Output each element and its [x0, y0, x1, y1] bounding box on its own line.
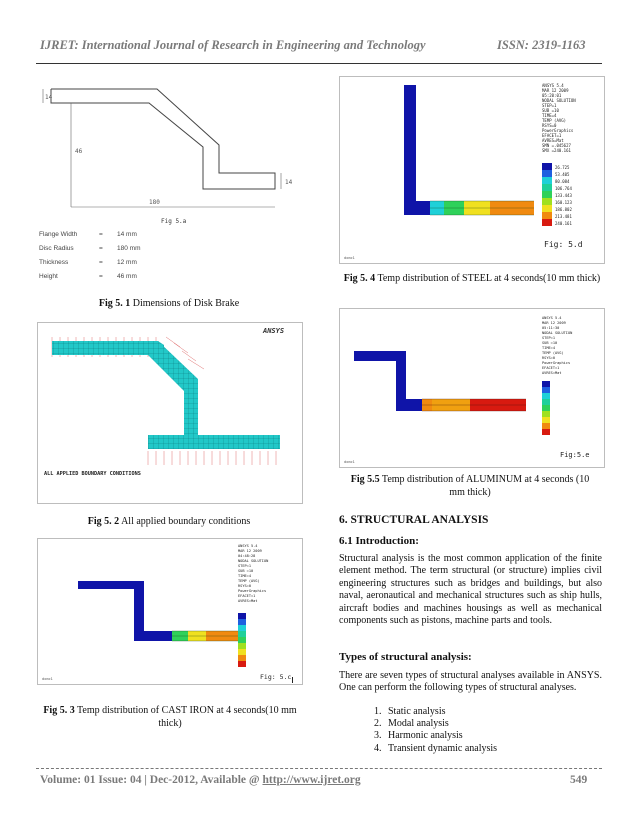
svg-text:RSYS=0: RSYS=0 — [542, 123, 557, 128]
cast-iron-temp-plot — [38, 539, 302, 684]
svg-text:ANSYS 5.4: ANSYS 5.4 — [238, 544, 258, 548]
svg-text:PowerGraphics: PowerGraphics — [542, 361, 571, 365]
footer-volume: Volume: 01 Issue: 04 | Dec-2012, Available @ http://www.ijret.org — [40, 774, 361, 786]
svg-text:26.725: 26.725 — [555, 165, 570, 170]
svg-text:TEMP (AVG): TEMP (AVG) — [542, 118, 567, 123]
aluminum-temp-plot — [340, 309, 604, 467]
svg-text:ANSYS 5.4: ANSYS 5.4 — [542, 83, 564, 88]
svg-text:NODAL SOLUTION: NODAL SOLUTION — [238, 559, 269, 563]
list-item: 3. Harmonic analysis — [374, 730, 463, 742]
fig-5c-label: Fig: 5.c — [260, 673, 292, 681]
svg-text:80.084: 80.084 — [555, 179, 570, 184]
svg-text:EFACET=1: EFACET=1 — [238, 594, 256, 598]
svg-text:TIME=4: TIME=4 — [542, 113, 557, 118]
svg-text:106.764: 106.764 — [555, 186, 572, 191]
svg-text:SUB =10: SUB =10 — [238, 569, 254, 573]
svg-text:NODAL SOLUTION: NODAL SOLUTION — [542, 331, 573, 335]
svg-text:133.443: 133.443 — [555, 193, 572, 198]
svg-text:MAR 12 2009: MAR 12 2009 — [238, 549, 262, 553]
figure-temp-cast-iron — [37, 538, 303, 685]
dim-row: Flange Width = 14 mm — [39, 231, 137, 238]
svg-text:AVRES=Mat: AVRES=Mat — [542, 138, 564, 143]
ansys-info-block — [238, 544, 268, 603]
svg-text:PowerGraphics: PowerGraphics — [238, 589, 267, 593]
svg-text:STEP=1: STEP=1 — [238, 564, 251, 568]
ansys-info-block — [542, 316, 572, 375]
svg-text:TIME=4: TIME=4 — [542, 346, 555, 350]
svg-text:53.405: 53.405 — [555, 172, 570, 177]
corner-tag: dxmc1 — [42, 677, 53, 681]
footer-rule — [36, 768, 602, 769]
svg-text:05:20:01: 05:20:01 — [542, 93, 562, 98]
svg-text:04:48:28: 04:48:28 — [238, 554, 256, 558]
dim-radius: 180 — [149, 199, 160, 206]
svg-text:SMX =240.161: SMX =240.161 — [542, 148, 571, 153]
fig-5e-label: Fig:5.e — [560, 451, 590, 459]
svg-text:STEP=1: STEP=1 — [542, 103, 557, 108]
svg-text:AVRES=Mat: AVRES=Mat — [542, 371, 562, 375]
svg-text:160.123: 160.123 — [555, 200, 572, 205]
svg-text:NODAL SOLUTION: NODAL SOLUTION — [542, 98, 576, 103]
svg-text:RSYS=0: RSYS=0 — [238, 584, 251, 588]
boundary-banner: ALL APPLIED BOUNDARY CONDITIONS — [44, 471, 141, 477]
figure-boundary-conditions — [37, 322, 303, 504]
ansys-logo: ANSYS — [263, 327, 285, 335]
list-item: 1. Static analysis — [374, 706, 446, 717]
boundary-mesh-plot — [38, 323, 302, 503]
svg-text:SMN =.045627: SMN =.045627 — [542, 143, 571, 148]
svg-text:AVRES=Mat: AVRES=Mat — [238, 599, 258, 603]
stray-mark — [292, 677, 293, 683]
dimension-table — [39, 231, 189, 287]
introduction-paragraph: Structural analysis is the most common application of the finite element method. The term structural (or structure) implies civil engineering structures such as bridges and buildings, but also naval, aeronautical and mechanical structures such as ship hulls, aircraft bodies and machines housings as well as mechanical components such as pistons, machine parts and tools. — [339, 553, 602, 627]
svg-text:240.161: 240.161 — [555, 221, 572, 226]
subsection-introduction: 6.1 Introduction: — [339, 535, 419, 547]
svg-text:MAR 12 2009: MAR 12 2009 — [542, 88, 569, 93]
svg-text:TEMP (AVG): TEMP (AVG) — [542, 351, 564, 355]
corner-tag: dxmc1 — [344, 256, 355, 260]
section-heading: 6. STRUCTURAL ANALYSIS — [339, 514, 489, 526]
subsection-types: Types of structural analysis: — [339, 651, 472, 663]
issn: ISSN: 2319-1163 — [497, 38, 586, 52]
steel-temp-plot — [340, 77, 604, 263]
dim-thickness: 14 — [285, 179, 293, 186]
types-paragraph: There are seven types of structural analyses available in ANSYS. One can perform the following types of structural analyses. — [339, 670, 602, 694]
svg-text:EFACET=1: EFACET=1 — [542, 366, 560, 370]
dim-row: Thickness = 12 mm — [39, 259, 137, 266]
dim-height: 46 — [75, 148, 83, 155]
svg-text:213.481: 213.481 — [555, 214, 572, 219]
caption-fig-5-5: Fig 5.5 Temp distribution of ALUMINUM at 4 seconds (10 mm thick) — [350, 474, 590, 498]
svg-text:TIME=4: TIME=4 — [238, 574, 251, 578]
svg-text:186.802: 186.802 — [555, 207, 572, 212]
caption-fig-5-1: Fig 5. 1 Dimensions of Disk Brake — [98, 298, 240, 309]
figure-disk-brake-dimensions — [38, 76, 302, 290]
temperature-legend — [542, 163, 572, 226]
svg-text:05:11:30: 05:11:30 — [542, 326, 560, 330]
ansys-info-block — [542, 83, 576, 153]
svg-text:SUB =10: SUB =10 — [542, 341, 558, 345]
journal-link[interactable]: http://www.ijret.org — [262, 774, 361, 786]
svg-text:EFACET=1: EFACET=1 — [542, 133, 562, 138]
svg-text:STEP=1: STEP=1 — [542, 336, 555, 340]
dim-row: Disc Radius = 180 mm — [39, 245, 141, 252]
figure-temp-aluminum — [339, 308, 605, 468]
dim-row: Height = 46 mm — [39, 273, 137, 280]
corner-tag: dxmc1 — [344, 460, 355, 464]
journal-title: IJRET: International Journal of Research in Engineering and Technology — [40, 38, 426, 52]
svg-text:SUB =10: SUB =10 — [542, 108, 559, 113]
fig-5a-label: Fig 5.a — [161, 218, 187, 225]
page-number: 549 — [570, 774, 588, 786]
analysis-types-list — [374, 706, 497, 755]
caption-fig-5-4: Fig 5. 4 Temp distribution of STEEL at 4 seconds(10 mm thick) — [343, 273, 601, 284]
list-item: 4. Transient dynamic analysis — [374, 742, 498, 754]
figure-temp-steel — [339, 76, 605, 264]
fig-5d-label: Fig: 5.d — [544, 240, 583, 249]
svg-text:ANSYS 5.4: ANSYS 5.4 — [542, 316, 562, 320]
svg-text:PowerGraphics: PowerGraphics — [542, 128, 574, 133]
dim-flange: 14 — [45, 94, 53, 101]
svg-text:RSYS=0: RSYS=0 — [542, 356, 555, 360]
svg-text:TEMP (AVG): TEMP (AVG) — [238, 579, 260, 583]
header-rule — [36, 63, 602, 64]
caption-fig-5-3: Fig 5. 3 Temp distribution of CAST IRON at 4 seconds(10 mm thick) — [43, 705, 297, 729]
svg-text:MAR 12 2009: MAR 12 2009 — [542, 321, 566, 325]
caption-fig-5-2: Fig 5. 2 All applied boundary conditions — [87, 516, 251, 527]
list-item: 2. Modal analysis — [374, 718, 449, 730]
